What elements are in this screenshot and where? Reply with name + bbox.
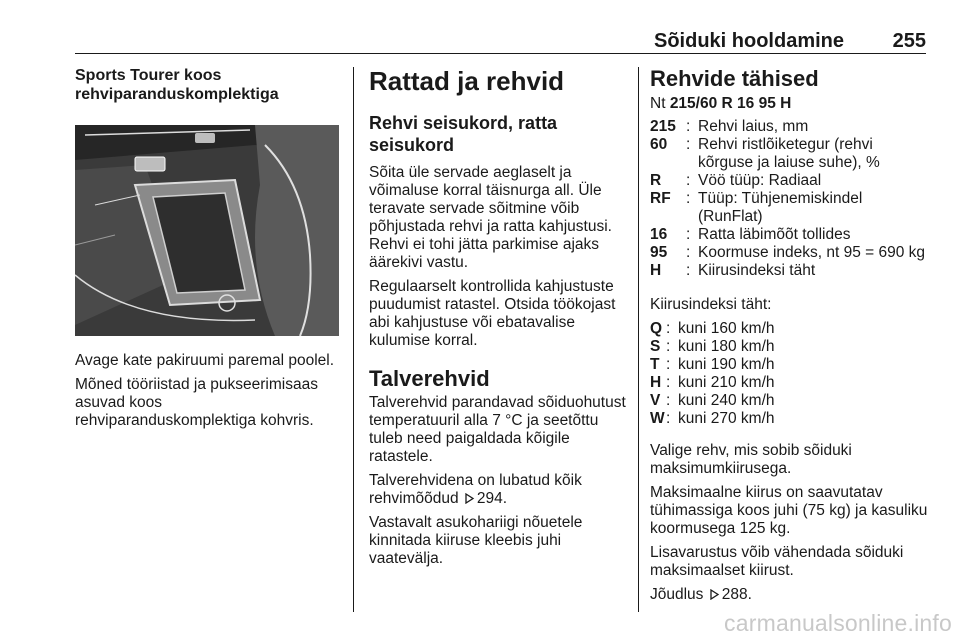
speed-index-list [650, 320, 930, 428]
column-middle [369, 66, 631, 568]
tyre-sizes-text: Talverehvidena on lubatud kõik rehvimõõdud [369, 472, 582, 507]
paragraph-performance [650, 586, 930, 604]
list-item: 95 : Koormuse indeks, nt 95 = 690 kg [650, 244, 926, 261]
chapter-title: Sõiduki hooldamine [653, 30, 844, 52]
list-item: S : kuni 180 km/h [650, 338, 775, 355]
list-item: Q : kuni 160 km/h [650, 320, 775, 337]
list-item: W : kuni 270 km/h [650, 410, 775, 427]
page-section-title: Rattad ja rehvid [369, 66, 565, 96]
heading-line: Sports Tourer koos [75, 67, 222, 84]
watermark: carmanualsonline.info [724, 610, 952, 636]
column-divider-1 [353, 67, 354, 612]
page-number: 255 [892, 30, 926, 52]
section-heading-winter-tyres: Talverehvid [369, 366, 490, 391]
list-item: 16 : Ratta läbimõõt tollides [650, 226, 851, 243]
list-item: RF : Tüüp: Tühjenemiskindel (RunFlat) [650, 190, 863, 225]
list-item: 60 : Rehvi ristlõiketegur (rehvi kõrguse ja laiuse suhe), % [650, 136, 880, 171]
paragraph-max-speed-condition: Maksimaalne kiirus on saavutatav tühimassiga koos juhi (75 kg) ja kasuliku koormusega 125 kg. [650, 484, 928, 537]
cross-reference-icon [464, 493, 475, 504]
example-prefix: Nt [650, 95, 666, 112]
paragraph-tyre-sizes [369, 472, 631, 508]
section-heading-tyre-markings: Rehvide tähised [650, 66, 819, 91]
tyre-marking-list [650, 118, 930, 280]
paragraph-speed-sticker: Vastavalt asukohariigi nõuetele kinnitada kiiruse kleebis juhi vaatevälja. [369, 514, 583, 567]
list-item: H : Kiirusindeksi täht [650, 262, 816, 279]
paragraph-winter-tyres: Talverehvid parandavad sõiduohutust temperatuuril alla 7 °C ja seetõttu tuleb need paigaldada kõigile ratastele. [369, 394, 626, 465]
paragraph-max-speed: Valige rehv, mis sobib sõiduki maksimumkiirusega. [650, 442, 852, 477]
paragraph-tools: Mõned tööriistad ja pukseerimisaas asuvad koos rehviparanduskomplektiga kohvris. [75, 376, 318, 429]
page-reference-link[interactable]: 294. [476, 490, 508, 507]
column-left [75, 66, 347, 430]
header-rule [75, 53, 926, 54]
trunk-compartment-drawing [75, 125, 339, 336]
page-reference-link[interactable]: 288. [721, 586, 752, 603]
paragraph-curbs: Sõita üle servade aeglaselt ja võimaluse korral täisnurga all. Üle teravate servade sõitmine võib põhjustada rehvi ja ratta kahjustusi. Rehvi ei tohi jätta parkimise ajaks äärekivi vastu. [369, 164, 612, 271]
section-heading-tyre-condition: Rehvi seisukord, ratta seisukord [369, 113, 558, 155]
running-header [75, 30, 926, 54]
column-divider-2 [638, 67, 639, 612]
list-item: H : kuni 210 km/h [650, 374, 775, 391]
speed-index-intro: Kiirusindeksi täht: [650, 296, 772, 313]
heading-line: rehviparanduskomplektiga [75, 86, 279, 103]
performance-text: Jõudlus [650, 586, 704, 603]
paragraph-open-cover: Avage kate pakiruumi paremal poolel. [75, 352, 335, 369]
section-heading-sports-tourer [75, 66, 347, 104]
list-item: 215 : Rehvi laius, mm [650, 118, 809, 135]
list-item: R : Vöö tüüp: Radiaal [650, 172, 822, 189]
cross-reference-icon [709, 589, 720, 600]
column-right [650, 66, 930, 604]
list-item: T : kuni 190 km/h [650, 356, 775, 373]
paragraph-inspection: Regulaarselt kontrollida kahjustuste puudumist ratastel. Otsida töökojast abi kahjustuse või ebatavalise kulumise korral. [369, 278, 616, 349]
trunk-illustration [75, 125, 339, 336]
paragraph-accessories: Lisavarustus võib vähendada sõiduki maksimaalset kiirust. [650, 544, 904, 579]
example-code: 215/60 R 16 95 H [669, 95, 792, 112]
example-code-line [650, 95, 930, 113]
list-item: V : kuni 240 km/h [650, 392, 775, 409]
